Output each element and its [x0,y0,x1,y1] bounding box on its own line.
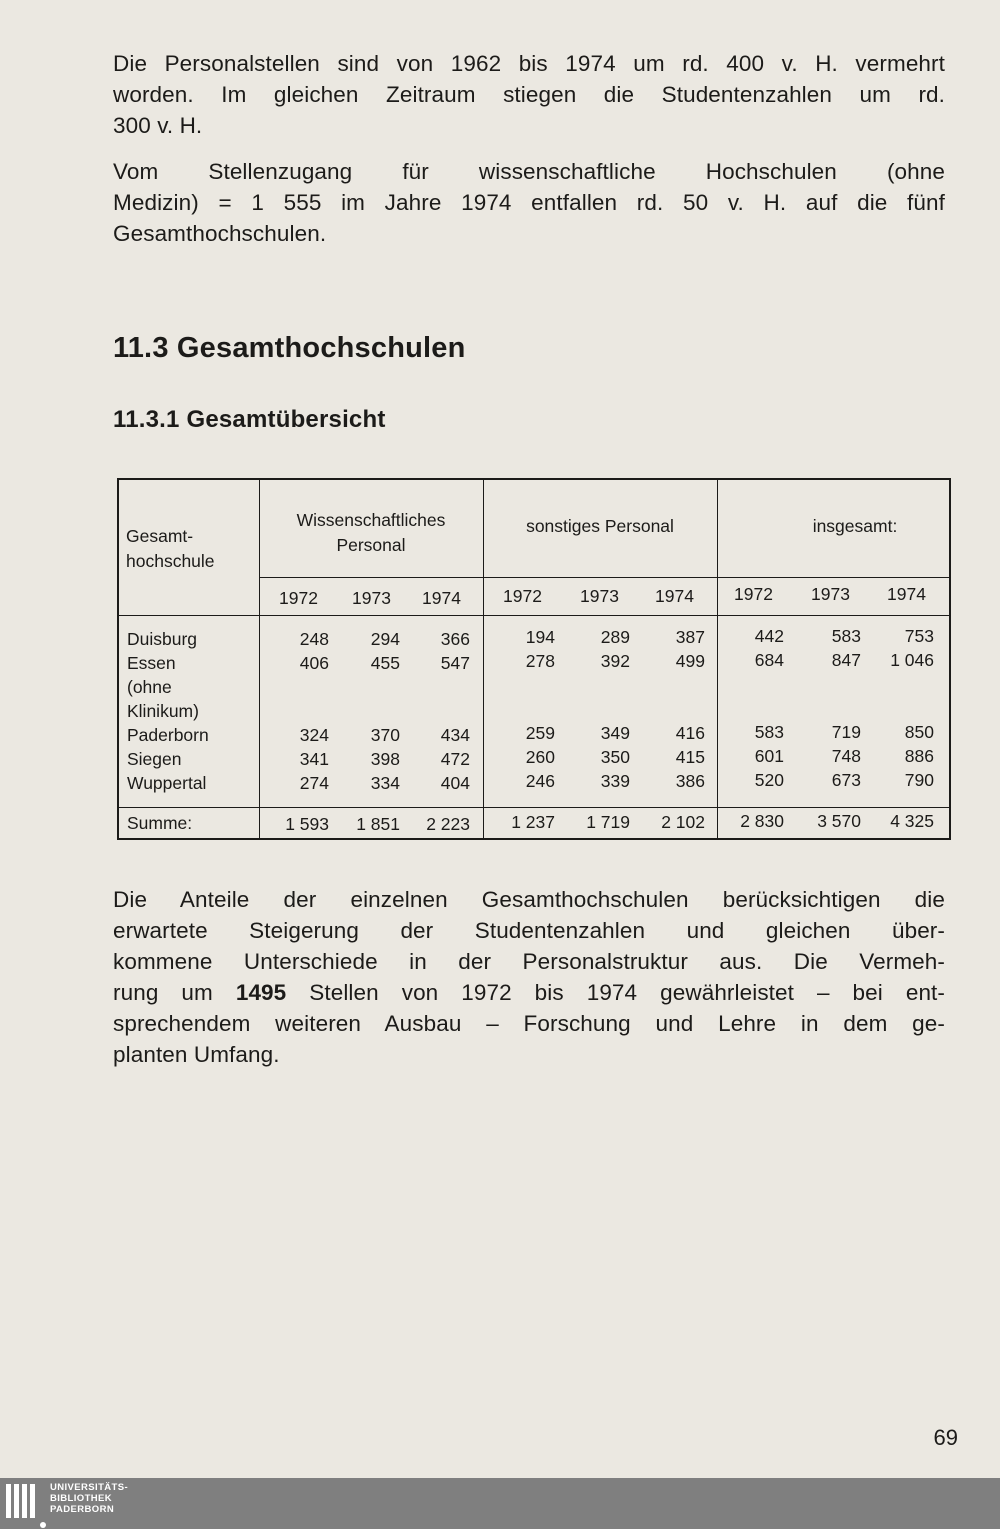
table-sum-cell: 2 223 [426,814,470,834]
text-line [113,977,945,1008]
table-sum-cell: 4 325 [890,811,934,831]
table-cell: 246 [525,771,555,791]
table-sum-cell: 1 593 [285,814,329,834]
table-cell: 386 [675,771,705,791]
table-cell: 583 [831,626,861,646]
table-cell: 194 [525,627,555,647]
paragraph-position-increase [113,156,945,249]
table-cell: 350 [600,747,630,767]
table-sum-cell: 2 102 [661,812,705,832]
table-cell: 455 [370,653,400,673]
table-cell: 415 [675,747,705,767]
table-cell: 847 [831,650,861,670]
table-cell: 442 [754,626,784,646]
text-line: 300 v. H. [113,113,203,138]
table-cell: 472 [440,749,470,769]
table-cell: 274 [299,773,329,793]
table-cell: 753 [904,626,934,646]
table-cell: 324 [299,725,329,745]
table-cell: 370 [370,725,400,745]
column-header-school: Gesamt- hochschule [126,526,215,571]
table-sum-cell: 1 237 [511,812,555,832]
row-label-paderborn: Paderborn [127,725,209,745]
table-cell: 334 [370,773,400,793]
library-footer [0,1478,1000,1529]
year-header: 1974 [887,584,926,604]
group-header-total: insgesamt: [812,516,898,536]
text-line: sprechendem weiteren Ausbau – Forschung und Lehre in dem ge- [113,1011,945,1036]
table-cell: 520 [754,770,784,790]
table-cell: 398 [370,749,400,769]
library-logo-icon [4,1484,44,1524]
row-label-essen-note-2: Klinikum) [127,701,199,721]
text-line: worden. Im gleichen Zeitraum stiegen die Studentenzahlen um rd. [113,82,945,107]
table-cell: 886 [904,746,934,766]
table-cell: 434 [440,725,470,745]
table-cell: 583 [754,722,784,742]
table-cell: 259 [525,723,555,743]
table-cell: 673 [831,770,861,790]
year-header: 1974 [422,588,461,608]
year-header: 1973 [580,586,619,606]
table-cell: 850 [904,722,934,742]
row-label-sum: Summe: [127,813,193,833]
text-line: kommene Unterschiede in der Personalstruktur aus. Die Vermeh- [113,949,945,974]
text-line: erwartete Steigerung der Studentenzahlen und gleichen über- [113,918,945,943]
section-heading: 11.3 Gesamthochschulen [113,332,466,364]
text-fragment: rung um [113,980,236,1005]
table-cell: 416 [675,723,705,743]
table-cell: 289 [600,627,630,647]
text-line: Die Anteile der einzelnen Gesamthochschulen berücksichtigen die [113,887,945,912]
text-line: Die Personalstellen sind von 1962 bis 1974 um rd. 400 v. H. vermehrt [113,51,945,76]
text-line: planten Umfang. [113,1042,280,1067]
paragraph-shares [113,884,945,1070]
table-sum-cell: 1 719 [586,812,630,832]
row-label-wuppertal: Wuppertal [127,773,207,793]
table-cell: 601 [754,746,784,766]
text-line: Medizin) = 1 555 im Jahre 1974 entfallen rd. 50 v. H. auf die fünf [113,190,945,215]
text-fragment: Stellen von 1972 bis 1974 gewährleistet – bei ent- [286,980,946,1005]
library-logo-text: UNIVERSITÄTS- BIBLIOTHEK PADERBORN [50,1482,129,1515]
group-header-scientific-staff: Wissenschaftliches Personal [296,510,446,555]
page-number: 69 [933,1425,958,1450]
table-cell: 404 [440,773,470,793]
row-label-essen: Essen [127,653,176,673]
table-cell: 748 [831,746,861,766]
table-cell: 278 [525,651,555,671]
table-cell: 341 [299,749,329,769]
text-line: Vom Stellenzugang für wissenschaftliche Hochschulen (ohne [113,159,945,184]
year-header: 1972 [279,588,318,608]
year-header: 1973 [811,584,850,604]
table-cell: 366 [440,629,470,649]
overview-table [117,478,951,840]
table-cell: 392 [600,651,630,671]
table-cell: 406 [299,653,329,673]
year-header: 1973 [352,588,391,608]
table-cell: 719 [831,722,861,742]
text-line: Gesamthochschulen. [113,221,327,246]
table-cell: 547 [440,653,470,673]
bold-number: 1495 [235,980,287,1005]
table-sum-cell: 3 570 [817,811,861,831]
table-cell: 684 [754,650,784,670]
table-sum-cell: 2 830 [740,811,784,831]
table-sum-cell: 1 851 [356,814,400,834]
year-header: 1972 [503,586,542,606]
row-label-siegen: Siegen [127,749,182,769]
table-cell: 387 [675,627,705,647]
table-cell: 1 046 [890,650,934,670]
row-label-duisburg: Duisburg [127,629,198,649]
table-cell: 499 [675,651,705,671]
subsection-heading: 11.3.1 Gesamtübersicht [113,406,386,433]
group-header-other-staff: sonstiges Personal [526,516,674,536]
table-cell: 260 [525,747,555,767]
paragraph-personnel-growth [113,48,945,141]
row-label-essen-note-1: (ohne [127,677,172,697]
table-cell: 790 [904,770,934,790]
table-cell: 339 [600,771,630,791]
year-header: 1974 [655,586,694,606]
table-cell: 294 [370,629,400,649]
table-cell: 248 [299,629,329,649]
table-cell: 349 [600,723,630,743]
year-header: 1972 [734,584,773,604]
